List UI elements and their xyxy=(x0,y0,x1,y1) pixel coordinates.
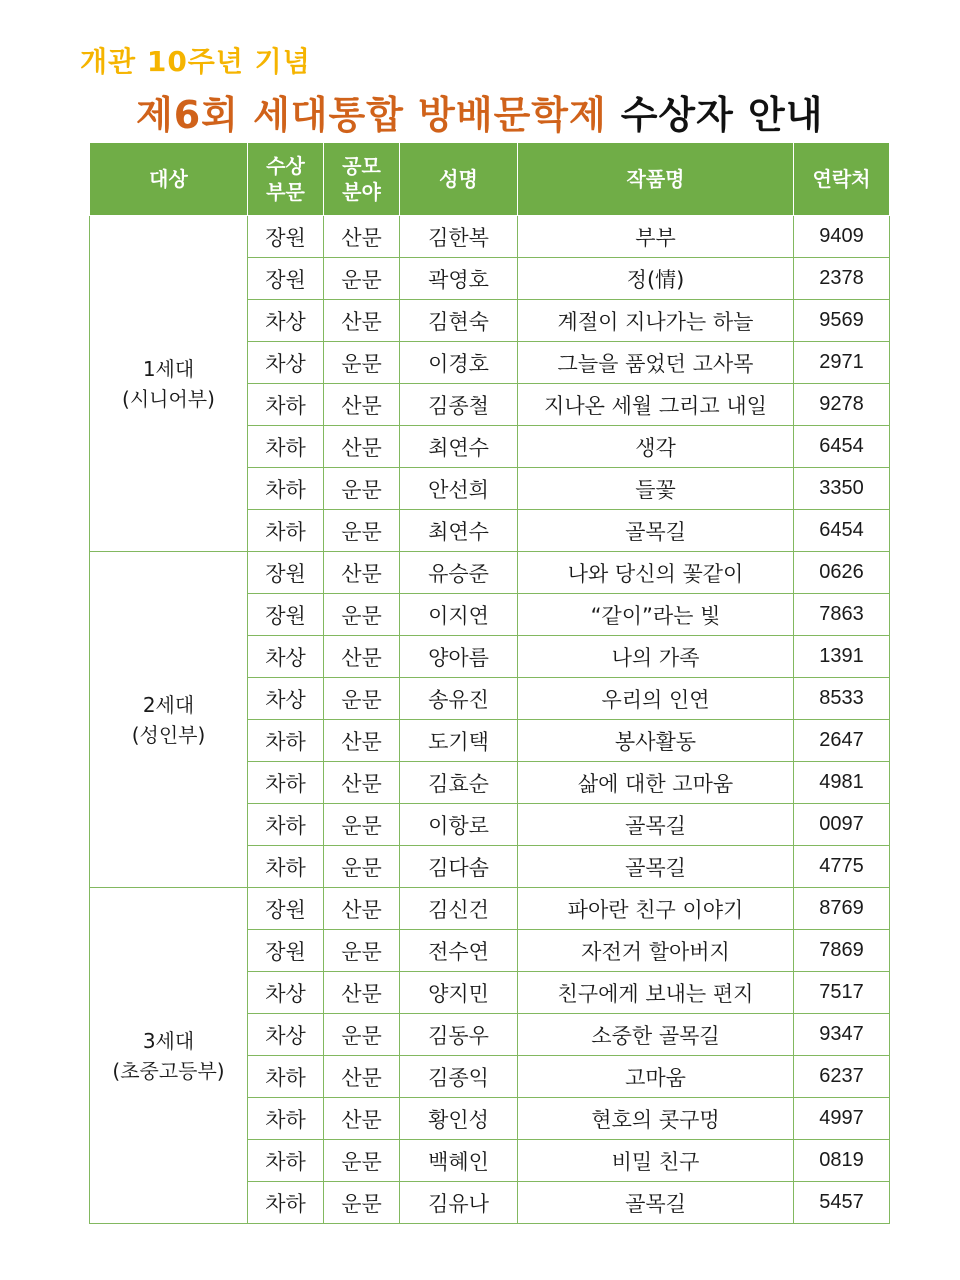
field-cell: 산문 xyxy=(324,1056,400,1098)
work-title-cell: 소중한 골목길 xyxy=(518,1014,794,1056)
award-cell: 장원 xyxy=(248,552,324,594)
name-cell: 김현숙 xyxy=(400,300,518,342)
award-cell: 차하 xyxy=(248,720,324,762)
field-cell: 산문 xyxy=(324,216,400,258)
award-cell: 차하 xyxy=(248,762,324,804)
award-cell: 차상 xyxy=(248,342,324,384)
name-cell: 황인성 xyxy=(400,1098,518,1140)
column-header-name: 성명 xyxy=(400,143,518,216)
award-cell: 차상 xyxy=(248,300,324,342)
work-title-cell: 골목길 xyxy=(518,510,794,552)
work-title-cell: 지나온 세월 그리고 내일 xyxy=(518,384,794,426)
table-body xyxy=(90,216,890,1224)
name-cell: 이항로 xyxy=(400,804,518,846)
work-title-cell: 골목길 xyxy=(518,1182,794,1224)
page-title-rest: 수상자 안내 xyxy=(620,93,824,137)
field-cell: 운문 xyxy=(324,1182,400,1224)
contact-cell: 6454 xyxy=(794,426,890,468)
page-title-main: 제6회 세대통합 방배문학제 xyxy=(136,93,607,137)
award-cell: 장원 xyxy=(248,594,324,636)
work-title-cell: 파아란 친구 이야기 xyxy=(518,888,794,930)
contact-cell: 2647 xyxy=(794,720,890,762)
name-cell: 이경호 xyxy=(400,342,518,384)
award-cell: 차상 xyxy=(248,1014,324,1056)
work-title-cell: 나의 가족 xyxy=(518,636,794,678)
name-cell: 김신건 xyxy=(400,888,518,930)
page-title xyxy=(136,84,823,139)
field-cell: 산문 xyxy=(324,1098,400,1140)
contact-cell: 8533 xyxy=(794,678,890,720)
name-cell: 김동우 xyxy=(400,1014,518,1056)
work-title-cell: 삶에 대한 고마움 xyxy=(518,762,794,804)
column-header-category: 대상 xyxy=(90,143,248,216)
contact-cell: 1391 xyxy=(794,636,890,678)
column-header-award: 수상 부문 xyxy=(248,143,324,216)
work-title-cell: 봉사활동 xyxy=(518,720,794,762)
name-cell: 곽영호 xyxy=(400,258,518,300)
contact-cell: 2378 xyxy=(794,258,890,300)
award-cell: 차하 xyxy=(248,1182,324,1224)
contact-cell: 8769 xyxy=(794,888,890,930)
field-cell: 산문 xyxy=(324,972,400,1014)
work-title-cell: 그늘을 품었던 고사목 xyxy=(518,342,794,384)
contact-cell: 6237 xyxy=(794,1056,890,1098)
contact-cell: 9409 xyxy=(794,216,890,258)
field-cell: 운문 xyxy=(324,804,400,846)
contact-cell: 7517 xyxy=(794,972,890,1014)
name-cell: 양아름 xyxy=(400,636,518,678)
award-cell: 장원 xyxy=(248,216,324,258)
name-cell: 김종익 xyxy=(400,1056,518,1098)
field-cell: 산문 xyxy=(324,426,400,468)
contact-cell: 7863 xyxy=(794,594,890,636)
name-cell: 송유진 xyxy=(400,678,518,720)
name-cell: 도기택 xyxy=(400,720,518,762)
award-cell: 차하 xyxy=(248,1098,324,1140)
column-header-work-title: 작품명 xyxy=(518,143,794,216)
field-cell: 산문 xyxy=(324,720,400,762)
name-cell: 김다솜 xyxy=(400,846,518,888)
contact-cell: 9569 xyxy=(794,300,890,342)
award-cell: 차하 xyxy=(248,1056,324,1098)
contact-cell: 9278 xyxy=(794,384,890,426)
award-cell: 차하 xyxy=(248,510,324,552)
column-header-contact: 연락처 xyxy=(794,143,890,216)
contact-cell: 2971 xyxy=(794,342,890,384)
award-cell: 차하 xyxy=(248,426,324,468)
work-title-cell: 정(情) xyxy=(518,258,794,300)
work-title-cell: 계절이 지나가는 하늘 xyxy=(518,300,794,342)
work-title-cell: 우리의 인연 xyxy=(518,678,794,720)
field-cell: 운문 xyxy=(324,678,400,720)
work-title-cell: 자전거 할아버지 xyxy=(518,930,794,972)
award-cell: 차상 xyxy=(248,972,324,1014)
name-cell: 안선희 xyxy=(400,468,518,510)
work-title-cell: 비밀 친구 xyxy=(518,1140,794,1182)
field-cell: 운문 xyxy=(324,468,400,510)
work-title-cell: 골목길 xyxy=(518,846,794,888)
contact-cell: 5457 xyxy=(794,1182,890,1224)
award-cell: 장원 xyxy=(248,930,324,972)
contact-cell: 4981 xyxy=(794,762,890,804)
generation-label: 1세대 (시니어부) xyxy=(90,216,248,552)
contact-cell: 3350 xyxy=(794,468,890,510)
name-cell: 김한복 xyxy=(400,216,518,258)
name-cell: 김유나 xyxy=(400,1182,518,1224)
work-title-cell: 골목길 xyxy=(518,804,794,846)
work-title-cell: 친구에게 보내는 편지 xyxy=(518,972,794,1014)
generation-label: 2세대 (성인부) xyxy=(90,552,248,888)
column-header-field: 공모 분야 xyxy=(324,143,400,216)
name-cell: 김종철 xyxy=(400,384,518,426)
award-cell: 차상 xyxy=(248,678,324,720)
event-subtitle: 개관 10주년 기념 xyxy=(80,45,311,78)
contact-cell: 0626 xyxy=(794,552,890,594)
contact-cell: 4775 xyxy=(794,846,890,888)
work-title-cell: 나와 당신의 꽃같이 xyxy=(518,552,794,594)
generation-label: 3세대 (초중고등부) xyxy=(90,888,248,1224)
contact-cell: 7869 xyxy=(794,930,890,972)
field-cell: 산문 xyxy=(324,762,400,804)
name-cell: 최연수 xyxy=(400,510,518,552)
field-cell: 운문 xyxy=(324,846,400,888)
name-cell: 전수연 xyxy=(400,930,518,972)
work-title-cell: 생각 xyxy=(518,426,794,468)
contact-cell: 4997 xyxy=(794,1098,890,1140)
field-cell: 산문 xyxy=(324,552,400,594)
work-title-cell: “같이”라는 빛 xyxy=(518,594,794,636)
table-row xyxy=(90,888,890,930)
field-cell: 운문 xyxy=(324,258,400,300)
contact-cell: 9347 xyxy=(794,1014,890,1056)
award-cell: 장원 xyxy=(248,888,324,930)
field-cell: 운문 xyxy=(324,510,400,552)
field-cell: 산문 xyxy=(324,888,400,930)
field-cell: 산문 xyxy=(324,636,400,678)
contact-cell: 6454 xyxy=(794,510,890,552)
award-cell: 차하 xyxy=(248,468,324,510)
field-cell: 운문 xyxy=(324,930,400,972)
award-cell: 차하 xyxy=(248,384,324,426)
work-title-cell: 들꽃 xyxy=(518,468,794,510)
name-cell: 김효순 xyxy=(400,762,518,804)
table-row xyxy=(90,216,890,258)
field-cell: 산문 xyxy=(324,300,400,342)
award-cell: 차하 xyxy=(248,804,324,846)
field-cell: 운문 xyxy=(324,1140,400,1182)
name-cell: 백혜인 xyxy=(400,1140,518,1182)
work-title-cell: 고마움 xyxy=(518,1056,794,1098)
work-title-cell: 부부 xyxy=(518,216,794,258)
name-cell: 양지민 xyxy=(400,972,518,1014)
field-cell: 산문 xyxy=(324,384,400,426)
field-cell: 운문 xyxy=(324,594,400,636)
name-cell: 이지연 xyxy=(400,594,518,636)
winners-table xyxy=(89,142,890,1224)
name-cell: 최연수 xyxy=(400,426,518,468)
contact-cell: 0819 xyxy=(794,1140,890,1182)
contact-cell: 0097 xyxy=(794,804,890,846)
field-cell: 운문 xyxy=(324,1014,400,1056)
table-row xyxy=(90,552,890,594)
work-title-cell: 현호의 콧구멍 xyxy=(518,1098,794,1140)
table-header-row xyxy=(90,143,890,216)
award-cell: 장원 xyxy=(248,258,324,300)
field-cell: 운문 xyxy=(324,342,400,384)
award-cell: 차하 xyxy=(248,846,324,888)
name-cell: 유승준 xyxy=(400,552,518,594)
award-cell: 차하 xyxy=(248,1140,324,1182)
award-cell: 차상 xyxy=(248,636,324,678)
